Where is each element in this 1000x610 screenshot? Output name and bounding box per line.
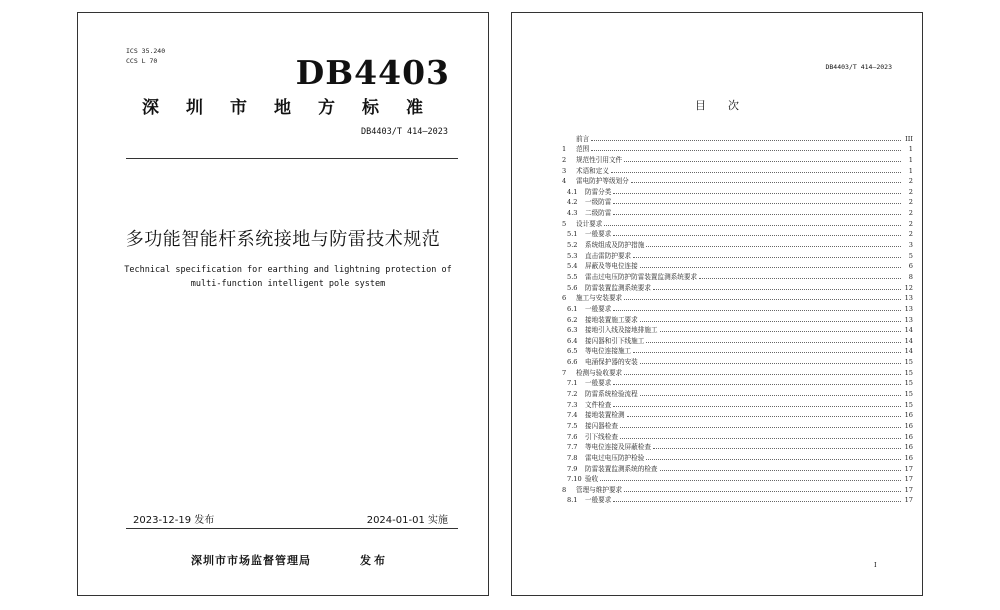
toc-entry-page: 15 bbox=[904, 379, 913, 388]
toc-entry[interactable] bbox=[562, 217, 913, 228]
toc-entry[interactable] bbox=[562, 430, 913, 441]
toc-entry[interactable] bbox=[562, 419, 913, 430]
toc-entry-number: 5.5 bbox=[567, 272, 578, 281]
toc-entry[interactable] bbox=[562, 441, 913, 452]
standard-number: DB4403/T 414—2023 bbox=[361, 127, 448, 137]
toc-entry[interactable] bbox=[562, 451, 913, 462]
toc-entry-number: 5.1 bbox=[567, 230, 578, 239]
toc-leader-dots bbox=[613, 406, 901, 407]
toc-entry-title: 文件检查 bbox=[585, 400, 612, 409]
toc-entry[interactable] bbox=[562, 292, 913, 303]
toc-entry-number: 5.2 bbox=[567, 241, 578, 250]
toc-entry-title: 直击雷防护要求 bbox=[585, 251, 632, 260]
toc-entry-page: 13 bbox=[904, 304, 913, 313]
toc-entry-title: 防雷分类 bbox=[585, 187, 612, 196]
toc-entry[interactable] bbox=[562, 334, 913, 345]
toc-entry-number: 7.3 bbox=[567, 400, 578, 409]
title-english bbox=[118, 264, 458, 291]
toc-entry-page: 13 bbox=[904, 294, 913, 303]
toc-leader-dots bbox=[640, 321, 901, 322]
toc-leader-dots bbox=[613, 235, 901, 236]
toc-entry-page: 2 bbox=[908, 230, 913, 239]
toc-leader-dots bbox=[699, 278, 901, 279]
toc-entry-title: 系统组成及防护措施 bbox=[585, 241, 645, 250]
toc-entry-page: 17 bbox=[904, 464, 913, 473]
standard-code: DB4403 bbox=[295, 53, 450, 92]
toc-entry-page: 12 bbox=[904, 283, 913, 292]
header-divider bbox=[126, 158, 458, 159]
toc-entry-title: 检测与验收要求 bbox=[576, 368, 623, 377]
toc-entry-number: 7.6 bbox=[567, 432, 578, 441]
toc-entry-title: 防雷装置监测系统的检查 bbox=[585, 464, 658, 473]
toc-entry-title: 接闪器和引下线施工 bbox=[585, 336, 645, 345]
toc-entry-page: 16 bbox=[904, 421, 913, 430]
toc-entry-number: 7.9 bbox=[567, 464, 578, 473]
issue-label: 发布 bbox=[360, 554, 388, 567]
toc-leader-dots bbox=[640, 395, 901, 396]
toc-entry-page: 17 bbox=[904, 485, 913, 494]
page-folio: I bbox=[874, 561, 877, 569]
toc-entry-number: 4.3 bbox=[567, 209, 578, 218]
toc-entry-page: 16 bbox=[904, 453, 913, 462]
toc-entry-page: 1 bbox=[908, 145, 913, 154]
toc-entry-number: 4.2 bbox=[567, 198, 578, 207]
toc-entry-title: 管理与维护要求 bbox=[576, 485, 623, 494]
toc-entry-title: 等电位连接及屏蔽检查 bbox=[585, 443, 651, 452]
toc-entry-number: 4.1 bbox=[567, 187, 578, 196]
toc-entry-title: 接地装置检测 bbox=[585, 411, 625, 420]
toc-standard-number: DB4403/T 414—2023 bbox=[825, 63, 892, 71]
toc-entry[interactable] bbox=[562, 164, 913, 175]
toc-entry-page: 15 bbox=[904, 390, 913, 399]
footer-divider bbox=[126, 528, 458, 529]
toc-entry-number: 7.2 bbox=[567, 390, 578, 399]
toc-leader-dots bbox=[600, 480, 901, 481]
toc-entry-page: 15 bbox=[904, 368, 913, 377]
toc-entry-number: 6.3 bbox=[567, 326, 578, 335]
toc-leader-dots bbox=[624, 299, 901, 300]
toc-entry-page: 8 bbox=[908, 272, 913, 281]
toc-entry[interactable] bbox=[562, 143, 913, 154]
toc-entry[interactable] bbox=[562, 313, 913, 324]
toc-entry-number: 7.5 bbox=[567, 421, 578, 430]
toc-leader-dots bbox=[640, 363, 901, 364]
toc-leader-dots bbox=[613, 501, 901, 502]
toc-leader-dots bbox=[611, 172, 901, 173]
toc-entry-title: 雷击过电压防护防雷装置监测系统要求 bbox=[585, 272, 698, 281]
toc-entry-title: 防雷装置监测系统要求 bbox=[585, 283, 651, 292]
toc-entry-number: 6.4 bbox=[567, 336, 578, 345]
toc-leader-dots bbox=[624, 161, 901, 162]
toc-entry-number: 6.5 bbox=[567, 347, 578, 356]
toc-entry[interactable] bbox=[562, 355, 913, 366]
toc-entry-title: 屏蔽及等电位连接 bbox=[585, 262, 638, 271]
toc-leader-dots bbox=[613, 214, 901, 215]
ics-code: ICS 35.240 bbox=[126, 47, 166, 55]
toc-leader-dots bbox=[640, 267, 901, 268]
toc-entry-page: 13 bbox=[904, 315, 913, 324]
toc-entry-title: 前言 bbox=[576, 134, 590, 143]
toc-entry[interactable] bbox=[562, 398, 913, 409]
toc-leader-dots bbox=[646, 342, 901, 343]
toc-entry-title: 设计要求 bbox=[576, 219, 603, 228]
toc-entry-title: 一般要求 bbox=[585, 496, 612, 505]
toc-entry-title: 引下线检查 bbox=[585, 432, 618, 441]
toc-entry-number: 8.1 bbox=[567, 496, 578, 505]
toc-leader-dots bbox=[604, 225, 901, 226]
toc-entry-title: 防雷系统检验流程 bbox=[585, 390, 638, 399]
toc-entry-page: 17 bbox=[904, 475, 913, 484]
implementation-date: 2024-01-01 实施 bbox=[366, 515, 448, 526]
toc-entry-number: 5 bbox=[562, 219, 567, 228]
toc-entry-number: 5.3 bbox=[567, 251, 578, 260]
toc-entry-page: 2 bbox=[908, 187, 913, 196]
toc-entry-page: 17 bbox=[904, 496, 913, 505]
toc-entry-number: 8 bbox=[562, 485, 567, 494]
toc-entry-title: 电涌保护器的安装 bbox=[585, 358, 638, 367]
toc-page bbox=[511, 12, 923, 596]
toc-leader-dots bbox=[613, 193, 901, 194]
toc-entry-title: 接地引入线及接地排施工 bbox=[585, 326, 658, 335]
toc-entry[interactable] bbox=[562, 153, 913, 164]
toc-leader-dots bbox=[613, 310, 901, 311]
toc-entry[interactable] bbox=[562, 249, 913, 260]
toc-entry-title: 雷电过电压防护检验 bbox=[585, 453, 645, 462]
standard-type: 深圳市地方标准 bbox=[142, 98, 450, 118]
toc-entry-page: 6 bbox=[908, 262, 913, 271]
toc-entry-number: 6.1 bbox=[567, 304, 578, 313]
toc-entry-number: 6.6 bbox=[567, 358, 578, 367]
toc-heading: 目次 bbox=[695, 99, 761, 112]
toc-entry-page: 2 bbox=[908, 177, 913, 186]
toc-entry-number: 7.7 bbox=[567, 443, 578, 452]
toc-leader-dots bbox=[660, 470, 901, 471]
toc-entry-title: 一般要求 bbox=[585, 379, 612, 388]
toc-entry-page: 15 bbox=[904, 400, 913, 409]
toc-entry-title: 范围 bbox=[576, 145, 590, 154]
toc-leader-dots bbox=[627, 416, 901, 417]
toc-leader-dots bbox=[624, 374, 901, 375]
toc-entry-number: 5.6 bbox=[567, 283, 578, 292]
toc-entry-title: 二级防雷 bbox=[585, 209, 612, 218]
toc-entry-title: 接地装置施工要求 bbox=[585, 315, 638, 324]
toc-entry[interactable] bbox=[562, 494, 913, 505]
toc-entry[interactable] bbox=[562, 260, 913, 271]
toc-entry-number: 1 bbox=[562, 145, 567, 154]
toc-entry-title: 一级防雷 bbox=[585, 198, 612, 207]
toc-entry[interactable] bbox=[562, 366, 913, 377]
toc-entry-page: 1 bbox=[908, 166, 913, 175]
toc-entry-number: 3 bbox=[562, 166, 567, 175]
toc-entry[interactable] bbox=[562, 409, 913, 420]
toc-entry[interactable] bbox=[562, 483, 913, 494]
toc-entry-number: 7 bbox=[562, 368, 567, 377]
toc-entry-number: 7.8 bbox=[567, 453, 578, 462]
toc-entry[interactable] bbox=[562, 206, 913, 217]
title-english-line1: Technical specification for earthing and lightning protection of bbox=[124, 265, 452, 275]
toc-entry-number: 5.4 bbox=[567, 262, 578, 271]
toc-entry-number: 6.2 bbox=[567, 315, 578, 324]
toc-entry-number: 7.4 bbox=[567, 411, 578, 420]
toc-entry[interactable] bbox=[562, 132, 913, 143]
toc-leader-dots bbox=[620, 438, 901, 439]
toc-entry[interactable] bbox=[562, 387, 913, 398]
toc-entry[interactable] bbox=[562, 324, 913, 335]
toc-entry-page: 16 bbox=[904, 432, 913, 441]
toc-entry-title: 规范性引用文件 bbox=[576, 155, 623, 164]
toc-leader-dots bbox=[646, 246, 901, 247]
ccs-code: CCS L 70 bbox=[126, 57, 158, 65]
toc-entry[interactable] bbox=[562, 238, 913, 249]
toc-entry-number: 6 bbox=[562, 294, 567, 303]
toc-entry[interactable] bbox=[562, 377, 913, 388]
toc-entry-page: 14 bbox=[904, 326, 913, 335]
toc-entry-title: 一般要求 bbox=[585, 230, 612, 239]
toc-entry[interactable] bbox=[562, 228, 913, 239]
toc-leader-dots bbox=[620, 427, 901, 428]
toc-leader-dots bbox=[653, 448, 901, 449]
issue-date: 2023-12-19 发布 bbox=[133, 515, 215, 526]
toc-entry-page: 16 bbox=[904, 443, 913, 452]
toc-entry-page: 1 bbox=[908, 155, 913, 164]
toc-entry-page: 14 bbox=[904, 336, 913, 345]
toc-entry-title: 一般要求 bbox=[585, 304, 612, 313]
toc-leader-dots bbox=[653, 289, 901, 290]
toc-entry-page: 2 bbox=[908, 219, 913, 228]
title-chinese: 多功能智能杆系统接地与防雷技术规范 bbox=[125, 229, 441, 250]
toc-entry-number: 7.10 bbox=[567, 475, 582, 484]
toc-entry[interactable] bbox=[562, 462, 913, 473]
toc-list bbox=[562, 132, 913, 504]
toc-entry-page: 15 bbox=[904, 358, 913, 367]
toc-entry[interactable] bbox=[562, 196, 913, 207]
toc-entry[interactable] bbox=[562, 345, 913, 356]
toc-leader-dots bbox=[624, 491, 901, 492]
toc-entry[interactable] bbox=[562, 281, 913, 292]
title-english-line2: multi-function intelligent pole system bbox=[190, 278, 386, 289]
toc-entry-page: III bbox=[905, 134, 913, 143]
toc-leader-dots bbox=[660, 331, 901, 332]
toc-entry[interactable] bbox=[562, 185, 913, 196]
toc-entry-title: 雷电防护等级划分 bbox=[576, 177, 629, 186]
toc-entry-title: 接闪器检查 bbox=[585, 421, 618, 430]
toc-entry-title: 等电位连接施工 bbox=[585, 347, 632, 356]
toc-entry-title: 施工与安装要求 bbox=[576, 294, 623, 303]
toc-entry[interactable] bbox=[562, 302, 913, 313]
toc-leader-dots bbox=[633, 257, 901, 258]
toc-entry-page: 2 bbox=[908, 198, 913, 207]
toc-entry-title: 术语和定义 bbox=[576, 166, 609, 175]
issuing-authority: 深圳市市场监督管理局 bbox=[191, 554, 311, 567]
toc-leader-dots bbox=[613, 203, 901, 204]
toc-entry-page: 3 bbox=[908, 241, 913, 250]
toc-leader-dots bbox=[591, 140, 901, 141]
toc-entry[interactable] bbox=[562, 270, 913, 281]
cover-page bbox=[77, 12, 489, 596]
toc-leader-dots bbox=[646, 459, 901, 460]
toc-leader-dots bbox=[631, 182, 901, 183]
toc-entry-page: 14 bbox=[904, 347, 913, 356]
toc-entry-title: 验收 bbox=[585, 475, 599, 484]
toc-entry-page: 5 bbox=[908, 251, 913, 260]
toc-leader-dots bbox=[613, 384, 901, 385]
toc-entry-number: 7.1 bbox=[567, 379, 578, 388]
toc-leader-dots bbox=[633, 352, 901, 353]
toc-entry-page: 2 bbox=[908, 209, 913, 218]
toc-leader-dots bbox=[591, 150, 901, 151]
toc-entry-number: 2 bbox=[562, 155, 567, 164]
toc-entry-page: 16 bbox=[904, 411, 913, 420]
toc-entry-number: 4 bbox=[562, 177, 567, 186]
toc-entry[interactable] bbox=[562, 175, 913, 186]
toc-entry[interactable] bbox=[562, 473, 913, 484]
